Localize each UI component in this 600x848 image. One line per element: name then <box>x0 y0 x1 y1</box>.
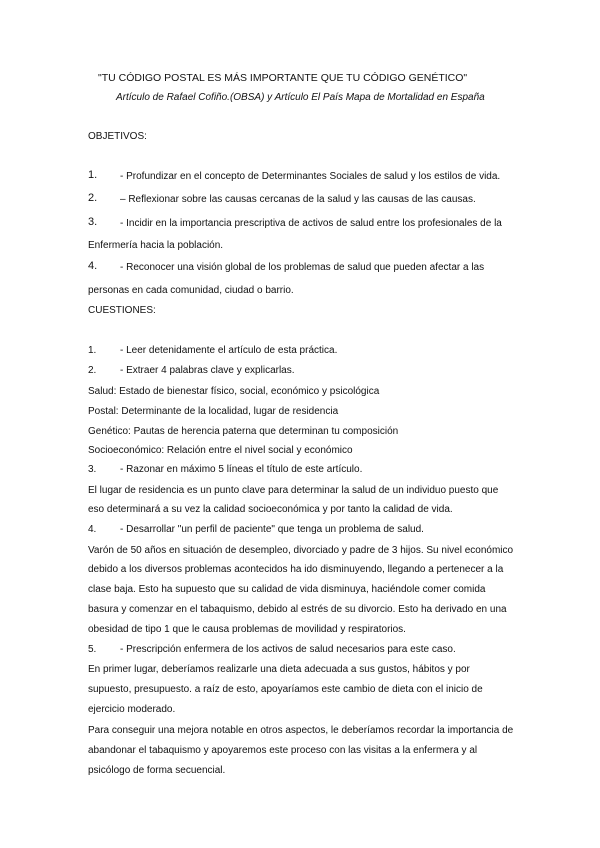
keyword-definition: Socioeconómico: Relación entre el nivel social y económico <box>88 445 353 456</box>
objetivo-number: 4. <box>88 260 98 272</box>
question-text: - Razonar en máximo 5 líneas el título de este artículo. <box>120 464 363 475</box>
objetivo-text-continuation: Enfermería hacia la población. <box>88 240 224 251</box>
answer-line: eso determinará a su vez la calidad socioeconómica y por tanto la calidad de vida. <box>88 504 453 515</box>
keyword-definition: Postal: Determinante de la localidad, lugar de residencia <box>88 406 339 417</box>
keyword-definition: Genético: Pautas de herencia paterna que determinan tu composición <box>88 426 399 437</box>
answer-line: supuesto, presupuesto. a raíz de esto, apoyaríamos este cambio de dieta con el inicio de <box>88 684 483 695</box>
answer-line: obesidad de tipo 1 que le causa problemas de movilidad y respiratorios. <box>88 624 406 635</box>
objetivo-text: – Reflexionar sobre las causas cercanas de la salud y las causas de las causas. <box>120 194 476 205</box>
keyword-definition: Salud: Estado de bienestar físico, social, económico y psicológica <box>88 386 380 397</box>
objetivo-text-continuation: personas en cada comunidad, ciudad o barrio. <box>88 285 294 296</box>
question-number: 1. <box>88 345 97 356</box>
document-subtitle: Artículo de Rafael Cofiño.(OBSA) y Artículo El País Mapa de Mortalidad en España <box>116 92 485 103</box>
objetivos-heading: OBJETIVOS: <box>88 131 147 142</box>
answer-line: psicólogo de forma secuencial. <box>88 765 226 776</box>
objetivo-number: 3. <box>88 216 98 228</box>
question-text: - Extraer 4 palabras clave y explicarlas. <box>120 365 295 376</box>
objetivo-text: - Profundizar en el concepto de Determinantes Sociales de salud y los estilos de vida. <box>120 171 501 182</box>
answer-line: abandonar el tabaquismo y apoyaremos este proceso con las visitas a la enfermera y al <box>88 745 478 756</box>
answer-line: clase baja. Esto ha supuesto que su calidad de vida disminuya, haciéndole comer comida <box>88 584 486 595</box>
question-number: 4. <box>88 524 97 535</box>
answer-line: debido a los diversos problemas acontecidos ha ido disminuyendo, llegando a pertenecer a la <box>88 564 504 575</box>
question-text: - Prescripción enfermera de los activos de salud necesarios para este caso. <box>120 644 456 655</box>
answer-line: basura y comenzar en el tabaquismo, debido al estrés de su divorcio. Esto ha derivado en una <box>88 604 507 615</box>
answer-line: ejercicio moderado. <box>88 704 176 715</box>
answer-line: En primer lugar, deberíamos realizarle una dieta adecuada a sus gustos, hábitos y por <box>88 664 470 675</box>
objetivo-number: 1. <box>88 169 98 181</box>
question-number: 5. <box>88 644 97 655</box>
question-text: - Desarrollar "un perfil de paciente" que tenga un problema de salud. <box>120 524 424 535</box>
cuestiones-heading: CUESTIONES: <box>88 305 156 316</box>
answer-line: Para conseguir una mejora notable en otros aspectos, le deberíamos recordar la importancia de <box>88 725 514 736</box>
objetivo-text: - Reconocer una visión global de los problemas de salud que pueden afectar a las <box>120 262 485 273</box>
document-title: "TU CÓDIGO POSTAL ES MÁS IMPORTANTE QUE TU CÓDIGO GENÉTICO" <box>98 72 468 84</box>
question-text: - Leer detenidamente el artículo de esta práctica. <box>120 345 338 356</box>
objetivo-number: 2. <box>88 192 98 204</box>
answer-line: Varón de 50 años en situación de desempleo, divorciado y padre de 3 hijos. Su nivel económico <box>88 545 514 556</box>
question-number: 3. <box>88 464 97 475</box>
objetivo-text: - Incidir en la importancia prescriptiva de activos de salud entre los profesionales de la <box>120 218 502 229</box>
question-number: 2. <box>88 365 97 376</box>
answer-line: El lugar de residencia es un punto clave para determinar la salud de un individuo puesto que <box>88 485 499 496</box>
